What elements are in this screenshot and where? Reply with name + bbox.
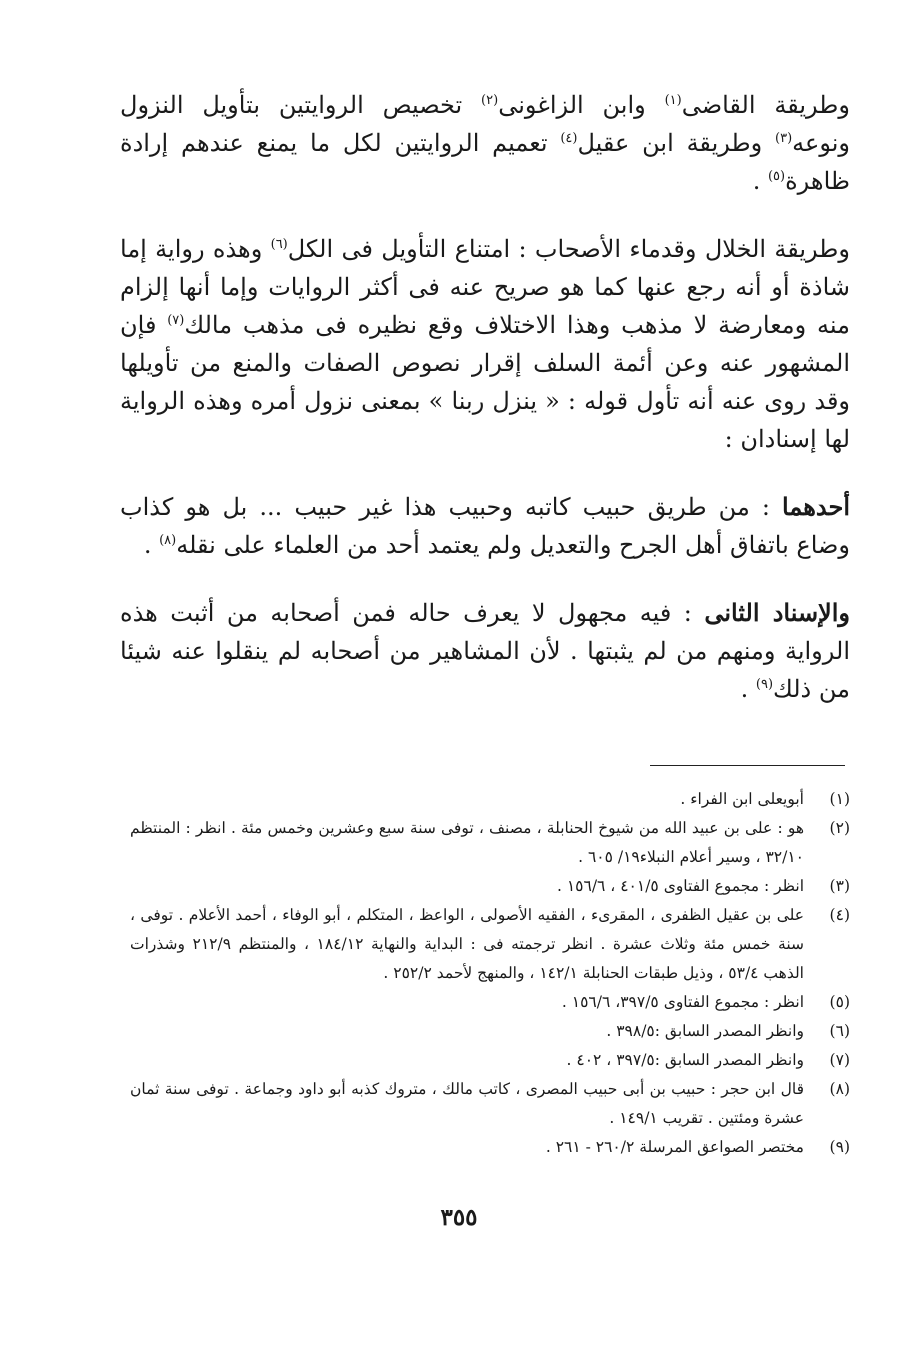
footnote-number: (٥) (829, 993, 850, 1011)
text-run: تخصيص الروايتين بتأويل النزول ونوعه (120, 91, 850, 157)
paragraph (120, 230, 850, 458)
text-run: وطريقة الخلال وقدماء الأصحاب : امتناع التأويل فى الكل (287, 235, 850, 263)
footnote (130, 1017, 850, 1046)
footnote (130, 901, 850, 988)
page-number: ٣٥٥ (440, 1204, 478, 1231)
lead-phrase: والإسناد الثانى (704, 598, 850, 627)
footnote (130, 1133, 850, 1162)
footnote-marker: (٢) (481, 93, 499, 108)
text-run: فإن المشهور عنه وعن أئمة السلف إقرار نصوص الصفات والمنع من تأويلها وقد روى عنه أنه تأول قوله : « ينزل ربنا » بمعنى نزول أمره وهذه الرواية لها إسنادان : (120, 311, 850, 453)
footnote-marker: (٥) (767, 169, 786, 184)
footnotes (130, 785, 850, 1162)
footnote-divider (650, 765, 845, 766)
footnote-marker: (١) (664, 93, 682, 108)
paragraph (120, 594, 850, 708)
footnote-number: (٢) (829, 819, 850, 837)
footnote-text: مختصر الصواعق المرسلة ٢٦٠/٢ - ٢٦١ . (545, 1138, 804, 1156)
text-run: وطريقة ابن عقيل (577, 129, 775, 157)
footnote-number: (٧) (829, 1051, 850, 1069)
footnote (130, 872, 850, 901)
text-run: وابن الزاغونى (498, 91, 665, 119)
footnote-number: (٦) (829, 1022, 850, 1040)
footnote-text: على بن عقيل الظفرى ، المقرىء ، الفقيه الأصولى ، الواعظ ، المتكلم ، أبو الوفاء ، أحمد الأعلام . توفى ، سنة خمس مئة وثلاث عشرة . انظر ترجمته فى : البداية والنهاية ١٨٤/١٢ ، والمنتظم ٢١٢/٩ وشذرات الذهب ٥٣/٤ ، وذيل طبقات الحنابلة ١٤٢/١ ، والمنهج لأحمد ٢٥٢/٢ . (130, 906, 805, 982)
lead-phrase: أحدهما (782, 492, 850, 521)
footnote-marker: (٣) (775, 131, 793, 146)
text-run: وطريقة القاضى (681, 91, 850, 119)
footnote (130, 785, 850, 814)
text-run: وهذه رواية إما شاذة أو أنه رجع عنها كما هو صريح عنه فى أكثر الروايات وإما أنها إلزام منه ومعارضة لا مذهب وهذا الاختلاف وقع نظيره فى مذهب مالك (120, 235, 850, 339)
footnote-marker: (٤) (560, 131, 578, 146)
text-run: . (752, 167, 768, 195)
footnote-number: (٣) (829, 877, 850, 895)
footnote-text: وانظر المصدر السابق :٣٩٨/٥ . (606, 1022, 804, 1040)
footnote-marker: (٧) (167, 313, 185, 328)
footnote (130, 1075, 850, 1133)
footnote (130, 1046, 850, 1075)
footnote-text: انظر : مجموع الفتاوى ٣٩٧/٥، ١٥٦/٦ . (561, 993, 804, 1011)
footnote-number: (٨) (829, 1080, 850, 1098)
footnote-text: وانظر المصدر السابق :٣٩٧/٥ ، ٤٠٢ . (566, 1051, 804, 1069)
footnote-text: قال ابن حجر : حبيب بن أبى حبيب المصرى ، كاتب مالك ، متروك كذبه أبو داود وجماعة . توفى سنة ثمان عشرة ومئتين . تقريب ١٤٩/١ . (130, 1080, 804, 1127)
text-run: . (143, 531, 160, 559)
paragraph (120, 86, 850, 200)
footnote-text: هو : على بن عبيد الله من شيوخ الحنابلة ، مصنف ، توفى سنة سبع وعشرين وخمس مئة . انظر : المنتظم ٣٢/١٠ ، وسير أعلام النبلاء١٩/ ٦٠٥ . (130, 819, 804, 866)
footnote-marker: (٩) (755, 677, 774, 692)
text-run: . (740, 675, 756, 703)
text-run: تعميم الروايتين لكل ما يمنع عندهم إرادة ظاهرة (120, 129, 850, 195)
footnote-marker: (٨) (159, 533, 177, 548)
footnote-number: (٩) (829, 1138, 850, 1156)
text-run: : فيه مجهول لا يعرف حاله فمن أصحابه من أثبت هذه الرواية ومنهم من لم يثبتها . لأن المشاهير من أصحابه لم ينقلوا عنه شيئا من ذلك (120, 599, 850, 703)
main-text (120, 86, 850, 738)
footnote (130, 814, 850, 872)
footnote (130, 988, 850, 1017)
footnote-number: (٤) (829, 906, 850, 924)
footnote-number: (١) (829, 790, 850, 808)
footnote-marker: (٦) (270, 237, 288, 252)
footnote-text: أبويعلى ابن الفراء . (680, 790, 804, 808)
footnote-text: انظر : مجموع الفتاوى ٤٠١/٥ ، ١٥٦/٦ . (556, 877, 804, 895)
text-run: : من طريق حبيب كاتبه وحبيب هذا غير حبيب ... بل هو كذاب وضاع باتفاق أهل الجرح والتعديل ولم يعتمد أحد من العلماء على نقله (120, 493, 850, 559)
paragraph (120, 488, 850, 564)
